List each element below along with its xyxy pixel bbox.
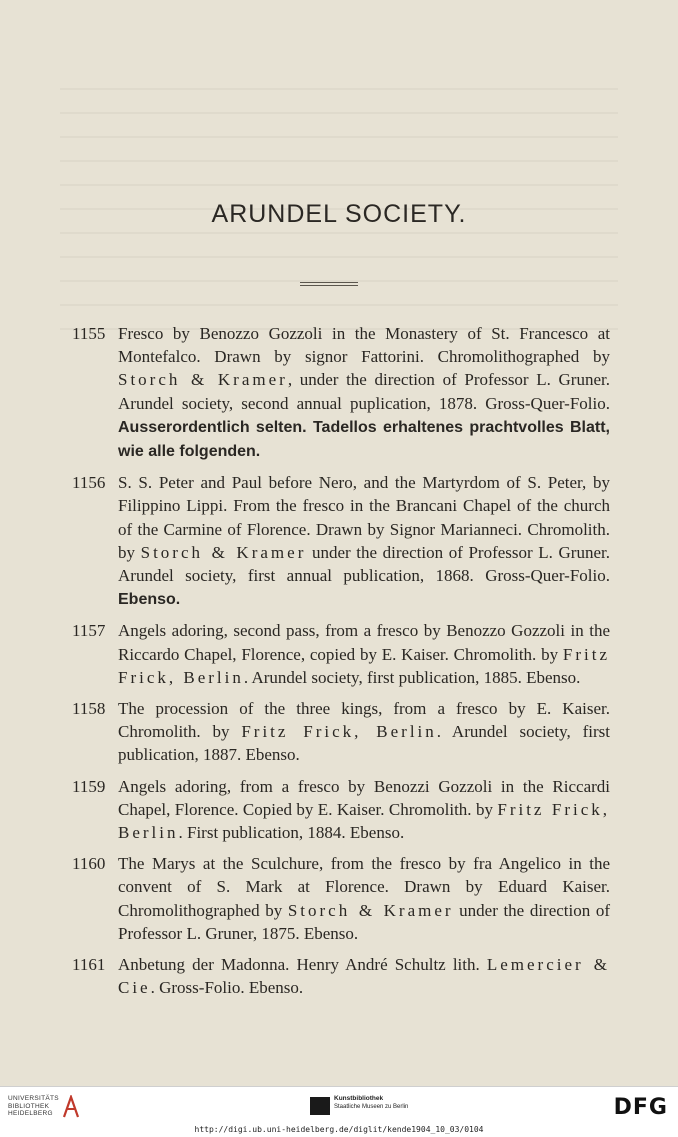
printer-name: Lemercier & Cie bbox=[118, 955, 610, 998]
entry-text bbox=[118, 697, 610, 767]
entry-text-segment: . Gross-Folio. Ebenso. bbox=[150, 978, 304, 998]
condition-note: Ebenso. bbox=[118, 591, 181, 609]
university-logo-icon bbox=[62, 1095, 80, 1119]
kb-title: Kunstbibliothek bbox=[334, 1095, 384, 1102]
footer-bar bbox=[0, 1086, 678, 1137]
printer-name: Storch & Kramer bbox=[118, 370, 288, 390]
entry-text bbox=[118, 852, 610, 945]
entry-number: 1161 bbox=[72, 955, 106, 975]
entry-text bbox=[118, 775, 610, 845]
entry-number: 1157 bbox=[72, 621, 106, 641]
catalog-entry bbox=[72, 775, 610, 845]
catalog-entry bbox=[72, 953, 610, 999]
entry-text bbox=[118, 322, 610, 463]
heading-rule-lower bbox=[300, 285, 358, 286]
entry-text-segment: . Arundel society, first publication, 1887. Ebenso. bbox=[118, 722, 610, 765]
printer-name: Fritz Frick, Berlin bbox=[118, 799, 610, 843]
heading-rule-upper bbox=[300, 282, 358, 283]
entry-text-segment: under the direction of Professor L. Gruner. Arundel society, first annual publication, 1868. Gross-Quer-Folio. bbox=[118, 542, 610, 586]
entry-text-segment: under the direction of Professor L. Gruner, 1875. Ebenso. bbox=[118, 900, 610, 943]
printer-name: Fritz Frick, Berlin bbox=[241, 722, 437, 742]
entry-text-segment: The procession of the three kings, from a fresco by E. Kaiser. Chromolith. by bbox=[118, 699, 610, 742]
entry-text-segment: Anbetung der Madonna. Henry André Schultz lith. bbox=[118, 955, 487, 975]
university-library-label bbox=[8, 1095, 59, 1118]
entry-text-segment: , under the direction of Professor L. Gruner. Arundel society, second annual puplication, 1878. Gross-Quer-Folio. bbox=[118, 370, 610, 413]
university-line-2: BIBLIOTHEK bbox=[8, 1102, 50, 1110]
university-line-1: UNIVERSITÄTS bbox=[8, 1095, 59, 1102]
entry-text bbox=[118, 471, 610, 611]
printer-name: Storch & Kramer bbox=[287, 900, 454, 920]
entry-text-segment: Angels adoring, from a fresco by Benozzi Gozzoli in the Riccardi Chapel, Florence. Copied by E. Kaiser. Chromolith. by bbox=[118, 776, 610, 819]
entry-number: 1156 bbox=[72, 473, 106, 493]
entry-text-segment: S. S. Peter and Paul before Nero, and the Martyrdom of S. Peter, by Filippino Lippi. From the fresco in the Brancani Chapel of the church of the Carmine of Florence. Drawn by Signor Marianneci. Chromolith. by bbox=[118, 473, 610, 562]
kunstbibliothek-label bbox=[334, 1095, 408, 1111]
entry-text-segment: The Marys at the Sculchure, from the fresco by fra Angelico in the convent of S. Mark at Florence. Drawn by Eduard Kaiser. Chromolithographed by bbox=[118, 854, 610, 920]
condition-note: Ausserordentlich selten. Tadellos erhaltenes prachtvolles Blatt, wie alle folgenden. bbox=[118, 418, 610, 461]
catalog-entry bbox=[72, 619, 610, 689]
catalog-entry bbox=[72, 322, 610, 463]
entry-text-segment: . Arundel society, first publication, 1885. Ebenso. bbox=[243, 667, 581, 687]
kunstbibliothek-logo-icon bbox=[310, 1097, 330, 1115]
printer-name: Storch & Kramer bbox=[140, 542, 307, 562]
university-line-3: HEIDELBERG bbox=[8, 1110, 53, 1117]
entry-text-segment: . First publication, 1884. Ebenso. bbox=[178, 823, 405, 843]
entry-text bbox=[118, 619, 610, 689]
dfg-logo: DFG bbox=[613, 1095, 668, 1120]
entry-text-segment: Fresco by Benozzo Gozzoli in the Monastery of St. Francesco at Montefalco. Drawn by signor Fattorini. Chromolithographed by bbox=[118, 324, 610, 367]
entry-text bbox=[118, 953, 610, 999]
entry-number: 1160 bbox=[72, 854, 106, 874]
page-url[interactable]: http://digi.ub.uni-heidelberg.de/diglit/kende1904_10_03/0104 bbox=[194, 1125, 484, 1134]
kb-subtitle: Staatliche Museen zu Berlin bbox=[334, 1104, 409, 1110]
entry-text-segment: Angels adoring, second pass, from a fresco by Benozzo Gozzoli in the Riccardo Chapel, Florence, copied by E. Kaiser. Chromolith. by bbox=[118, 621, 610, 664]
catalog-entry bbox=[72, 471, 610, 611]
catalog-entries bbox=[72, 322, 610, 1007]
entry-number: 1159 bbox=[72, 776, 106, 796]
page-heading: ARUNDEL SOCIETY. bbox=[211, 200, 467, 228]
printer-name: Fritz Frick, Berlin bbox=[118, 644, 610, 687]
entry-number: 1155 bbox=[72, 324, 106, 343]
entry-number: 1158 bbox=[72, 699, 106, 719]
catalog-entry bbox=[72, 697, 610, 767]
catalog-entry bbox=[72, 852, 610, 945]
